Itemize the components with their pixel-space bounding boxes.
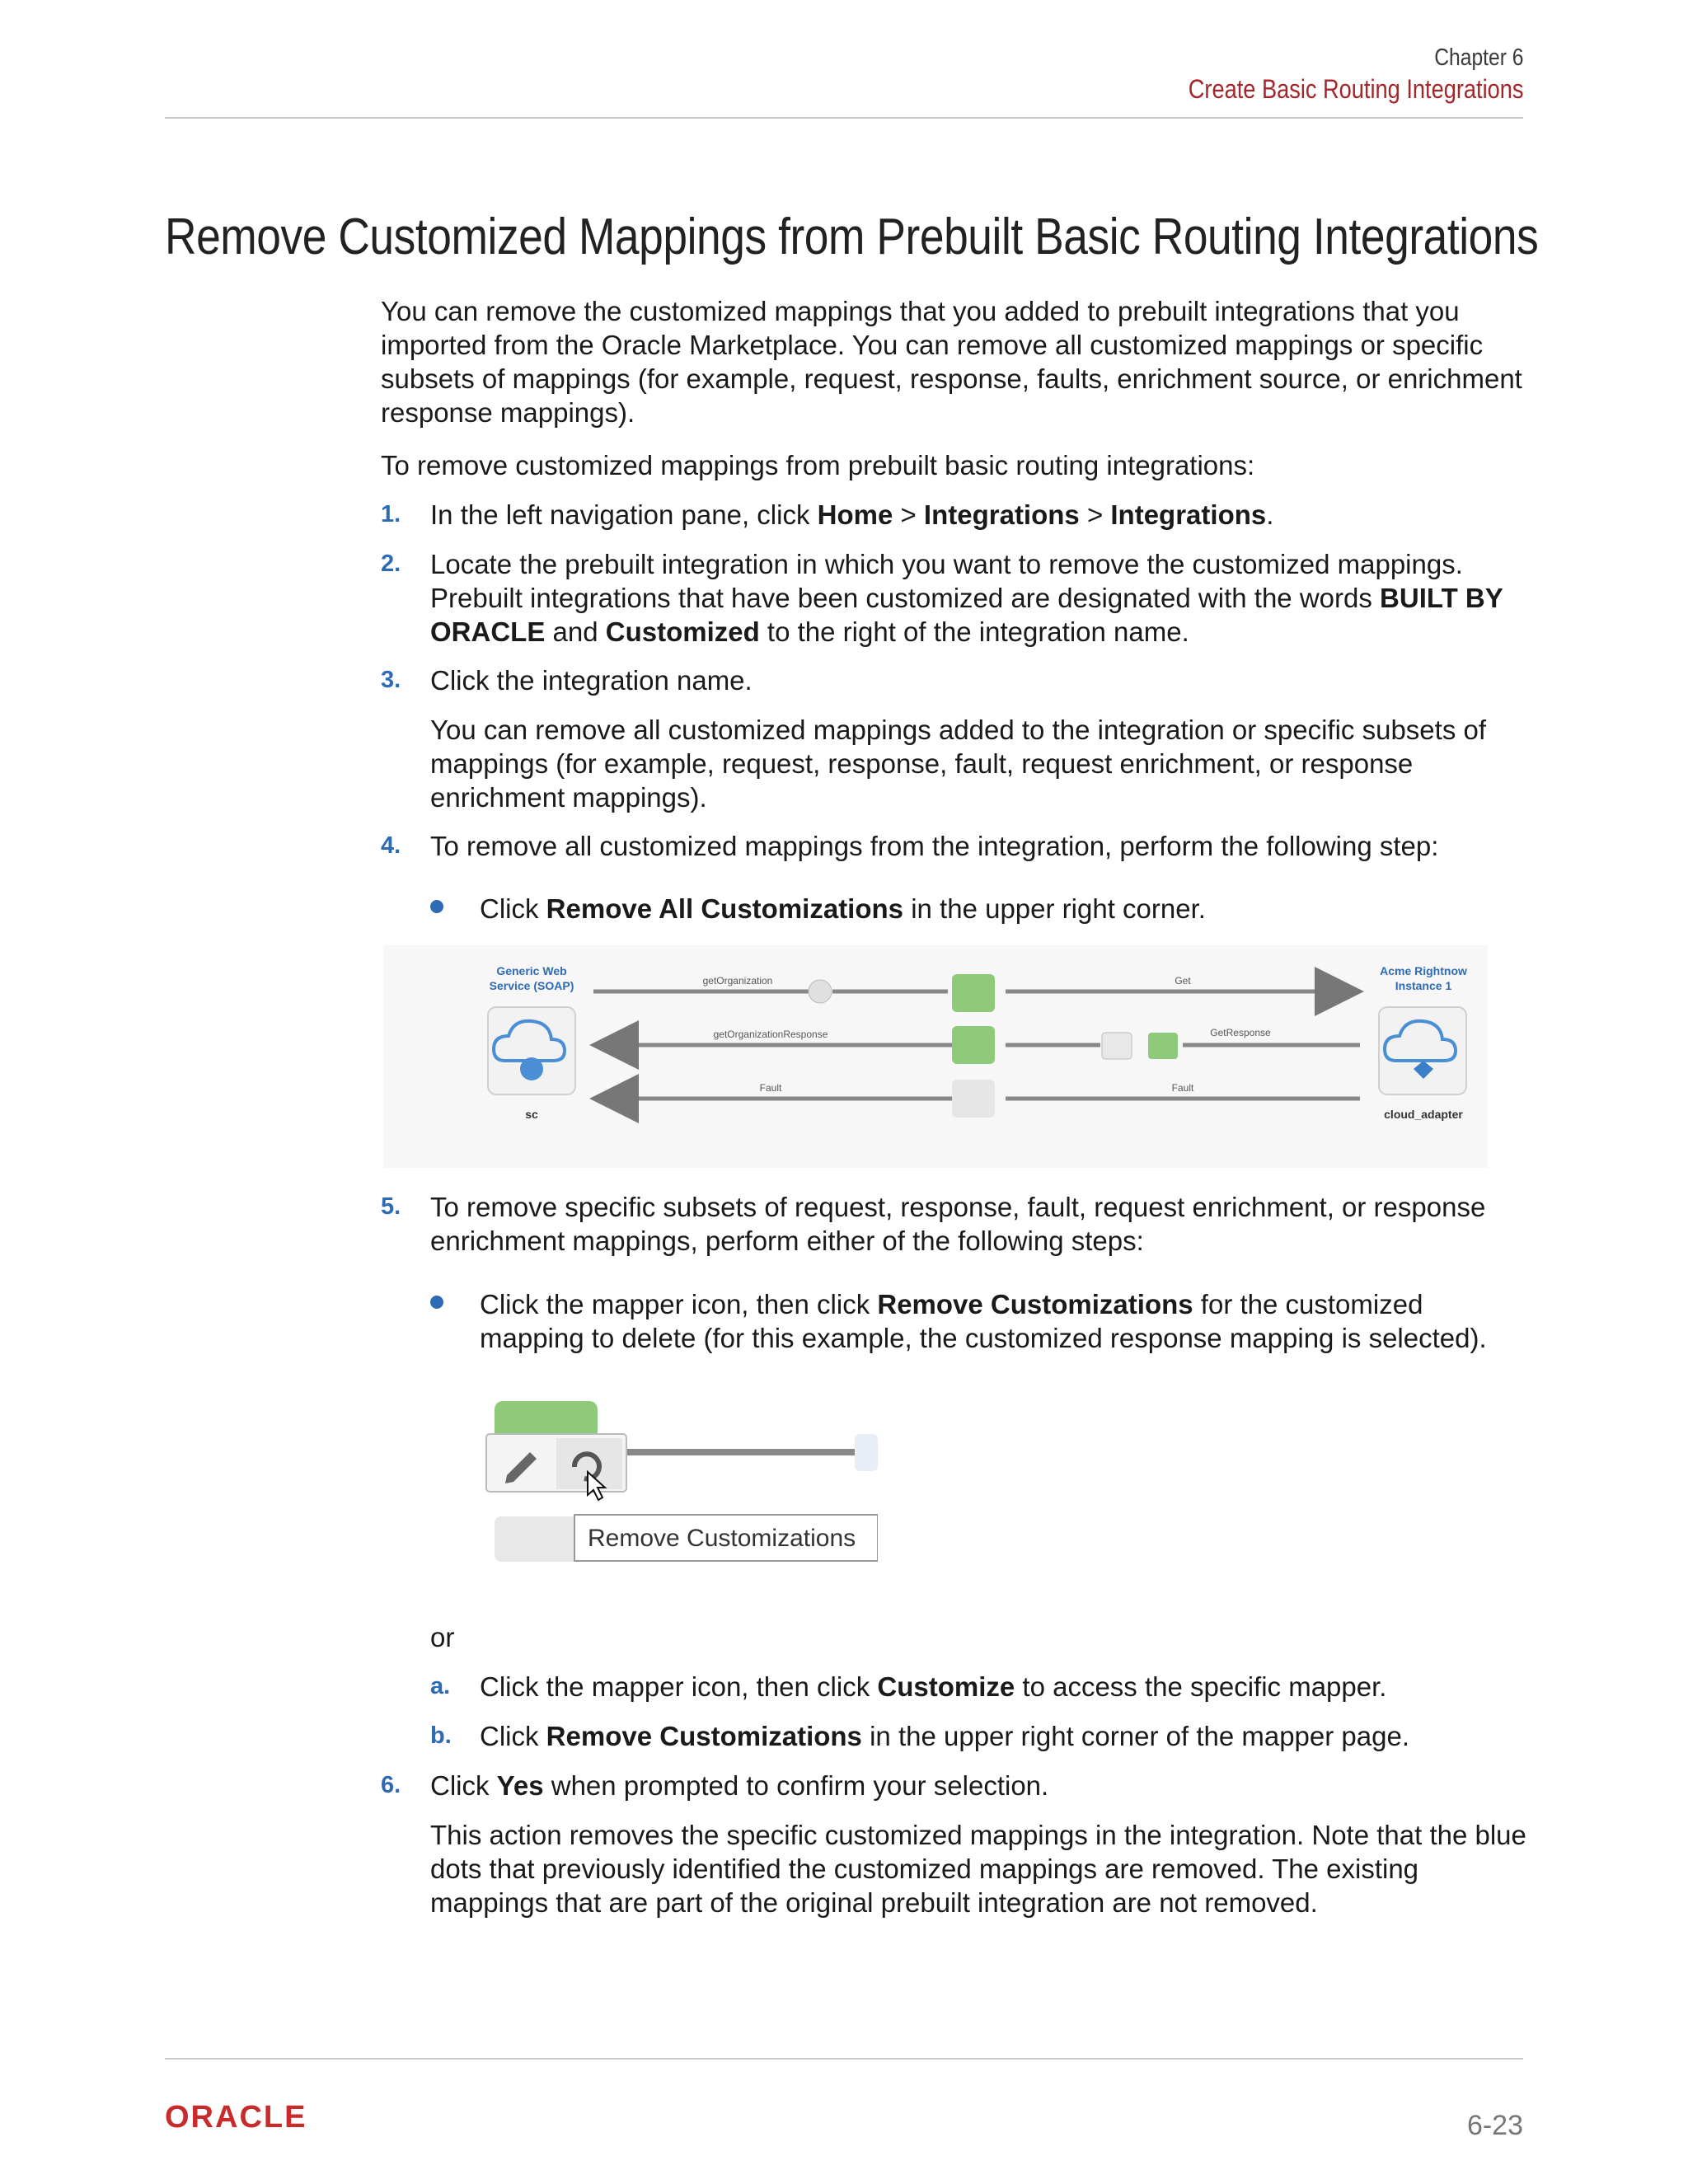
step-number: 2. bbox=[381, 551, 401, 577]
cloud-adapter-icon[interactable] bbox=[1379, 1007, 1466, 1094]
step-number: 6. bbox=[381, 1772, 401, 1798]
target-tile bbox=[855, 1434, 878, 1471]
substep-text: Click Remove Customizations in the upper right corner of the mapper page. bbox=[480, 1721, 1409, 1751]
left-endpoint-label-2: Service (SOAP) bbox=[489, 979, 574, 992]
intro-paragraph: You can remove the customized mappings that you added to prebuilt integrations that you imported from the Oracle Marketplace. You can remove all customized mappings or specific subsets of mappings (for example, request, response, faults, enrichment source, or enrichment response mappings). bbox=[381, 296, 1522, 428]
step-text: In the left navigation pane, click Home > Integrations > Integrations. bbox=[430, 499, 1274, 530]
oracle-logo-text: ORACLE bbox=[165, 2100, 307, 2133]
step-text: Click Yes when prompted to confirm your selection. bbox=[430, 1770, 1049, 1801]
right-endpoint-label-1: Acme Rightnow bbox=[1380, 964, 1467, 977]
response-label-right: GetResponse bbox=[1210, 1027, 1271, 1038]
or-text: or bbox=[430, 1622, 455, 1652]
tracking-icon[interactable] bbox=[809, 980, 832, 1003]
chapter-label: Chapter 6 bbox=[1433, 45, 1523, 71]
step-number: 3. bbox=[381, 667, 401, 693]
footer-divider bbox=[165, 2058, 1523, 2060]
soap-adapter-icon[interactable] bbox=[488, 1007, 575, 1094]
left-endpoint-label-1: Generic Web bbox=[496, 964, 567, 977]
right-endpoint-label-2: Instance 1 bbox=[1395, 979, 1452, 992]
lead-paragraph: To remove customized mappings from prebuilt basic routing integrations: bbox=[381, 450, 1255, 480]
running-header bbox=[1129, 43, 1523, 105]
left-endpoint-caption: sc bbox=[525, 1108, 538, 1121]
fault-label-left: Fault bbox=[759, 1082, 782, 1094]
step-number: 4. bbox=[381, 832, 401, 859]
step-text: Locate the prebuilt integration in which you want to remove the customized mappings. Prebuilt integrations that have been customized are designated with the words BUILT BY ORACLE and Customized to the right of the integration name. bbox=[430, 549, 1503, 647]
mapper-menu-illustration bbox=[482, 1393, 878, 1566]
step-subtext: You can remove all customized mappings added to the integration or specific subsets of mappings (for example, request, response, fault, request enrichment, or response enrichment mappings). bbox=[430, 715, 1487, 813]
bullet-icon bbox=[430, 1296, 443, 1309]
bullet-text: Click the mapper icon, then click Remove Customizations for the customized mapping to delete (for this example, the customized response mapping is selected). bbox=[480, 1289, 1487, 1353]
section-title: Remove Customized Mappings from Prebuilt Basic Routing Integrations bbox=[165, 209, 1539, 265]
enrichment-mapper-icon[interactable] bbox=[1148, 1033, 1178, 1059]
step-number: 1. bbox=[381, 501, 401, 527]
tooltip-text: Remove Customizations bbox=[588, 1525, 856, 1552]
oracle-logo bbox=[165, 2100, 363, 2137]
page-number: 6-23 bbox=[1466, 2110, 1523, 2141]
request-label-right: Get bbox=[1175, 975, 1191, 987]
request-mapper-icon[interactable] bbox=[952, 974, 995, 1012]
right-endpoint-caption: cloud_adapter bbox=[1384, 1108, 1463, 1121]
step-text: To remove all customized mappings from the integration, perform the following step: bbox=[430, 831, 1439, 861]
header-divider bbox=[165, 117, 1523, 119]
response-mapper-icon[interactable] bbox=[952, 1026, 995, 1064]
substep-letter: b. bbox=[430, 1722, 452, 1749]
substep-letter: a. bbox=[430, 1673, 451, 1699]
fault-label-right: Fault bbox=[1171, 1082, 1194, 1094]
remove-customizations-figure bbox=[482, 1393, 878, 1566]
bullet-icon bbox=[430, 900, 443, 913]
request-label-left: getOrganization bbox=[702, 975, 773, 987]
integration-diagram-figure bbox=[383, 945, 1488, 1168]
fault-mapper-icon[interactable] bbox=[952, 1080, 995, 1118]
enrichment-cloud-icon[interactable] bbox=[1102, 1033, 1132, 1059]
step-text: Click the integration name. bbox=[430, 665, 753, 696]
step-subtext: This action removes the specific customized mappings in the integration. Note that the blue dots that previously identified the customized mappings are removed. The existing mappings that are part of the original prebuilt integration are not removed. bbox=[430, 1820, 1526, 1918]
step-number: 5. bbox=[381, 1193, 401, 1220]
substep-text: Click the mapper icon, then click Customize to access the specific mapper. bbox=[480, 1671, 1387, 1702]
response-label-left: getOrganizationResponse bbox=[713, 1029, 828, 1040]
integration-diagram bbox=[383, 945, 1488, 1168]
chapter-title: Create Basic Routing Integrations bbox=[1188, 74, 1523, 104]
step-text: To remove specific subsets of request, response, fault, request enrichment, or response enrichment mappings, perform either of the following steps: bbox=[430, 1192, 1486, 1256]
bullet-text: Click Remove All Customizations in the upper right corner. bbox=[480, 893, 1206, 924]
